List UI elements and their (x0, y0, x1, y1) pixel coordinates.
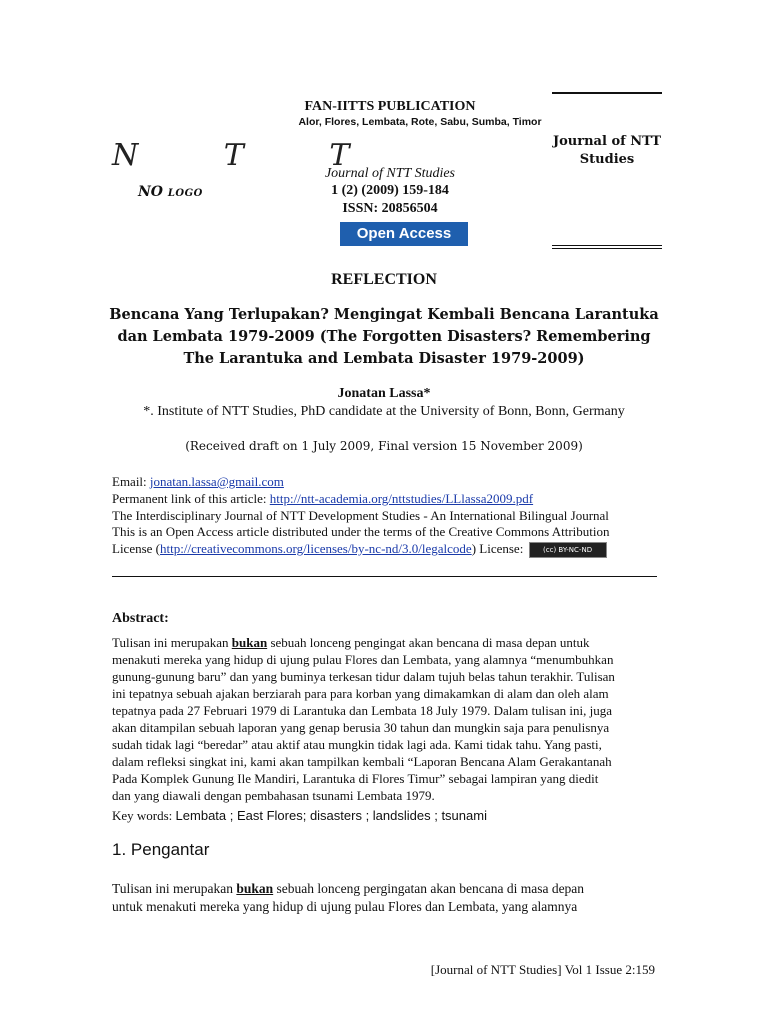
section-divider (112, 576, 657, 577)
journal-box-top-rule (552, 92, 662, 94)
email-line (112, 473, 672, 490)
author-name: Jonatan Lassa* (337, 386, 431, 401)
body-text: sebuah lonceng pergingatan akan bencana di masa depan (273, 881, 585, 896)
section-label: REFLECTION (331, 271, 437, 288)
page-footer: [Journal of NTT Studies] Vol 1 Issue 2:159 (430, 962, 655, 977)
no-logo-prefix: NO (138, 184, 163, 200)
abstract-line: Pada Komplek Gunung Ile Mandiri, Larantuka di Flores Timur” sebagai lampiran yang diedit (112, 771, 599, 786)
email-label: Email: (112, 474, 150, 489)
journal-description: The Interdisciplinary Journal of NTT Development Studies - An International Bilingual Journal (112, 508, 609, 523)
abstract-text: Tulisan ini merupakan (112, 635, 232, 650)
abstract-line (112, 634, 660, 651)
abstract-heading: Abstract: (112, 611, 169, 626)
abstract-line: sudah tidak lagi “beredar” atau aktif atau mungkin tidak lagi ada. Kami tidak tahu. Yang pasti, (112, 737, 602, 752)
body-text: Tulisan ini merupakan (112, 881, 237, 896)
publisher-regions: Alor, Flores, Lembata, Rote, Sabu, Sumba, Timor (298, 116, 542, 128)
cc-license-badge[interactable]: (cc) BY-NC-ND (529, 542, 607, 558)
section-heading: 1. Pengantar (112, 840, 210, 859)
abstract-line: gunung-gunung baru” dan yang buminya terkesan tidur dalam tujuh belas tahun terakhir. Tulisan (112, 669, 615, 684)
license-suffix: ) License: (471, 541, 524, 556)
abstract-body (112, 634, 660, 804)
permalink-line (112, 490, 672, 507)
no-logo-label (138, 184, 203, 200)
email-link[interactable]: jonatan.lassa@gmail.com (149, 474, 284, 489)
journal-issn: ISSN: 20856504 (342, 201, 438, 216)
open-access-badge: Open Access (340, 222, 468, 246)
abstract-emphasis: bukan (231, 635, 268, 650)
abstract-line: menakuti mereka yang hidup di ujung pulau Flores dan Lembata, yang alamnya “menumbuhkan (112, 652, 614, 667)
journal-name: Journal of NTT Studies (324, 166, 456, 181)
publisher-title: FAN-IITTS PUBLICATION (304, 99, 476, 114)
journal-box-title: Journal of NTT Studies (552, 134, 662, 167)
keywords-values: Lembata ; East Flores; disasters ; landslides ; tsunami (175, 808, 487, 823)
ntt-logo: N T T (112, 138, 388, 173)
journal-box-bottom-rule-2 (552, 248, 662, 249)
no-logo-word: LOGO (167, 188, 203, 199)
body-emphasis: bukan (236, 881, 274, 896)
abstract-line: dalam refleksi singkat ini, kami akan tampilkan kembali “Laporan Bencana Alam Gerakantanah (112, 754, 612, 769)
abstract-line: ini tepatnya sebuah ajakan berziarah para para korban yang dimakamkan di alam dan oleh alam (112, 686, 609, 701)
body-line: untuk menakuti mereka yang hidup di ujung pulau Flores dan Lembata, yang alamnya (112, 899, 578, 914)
abstract-text: sebuah lonceng pengingat akan bencana di masa depan untuk (267, 635, 590, 650)
received-dates: (Received draft on 1 July 2009, Final version 15 November 2009) (185, 439, 583, 453)
author-affiliation: *. Institute of NTT Studies, PhD candidate at the University of Bonn, Bonn, Germany (143, 404, 625, 419)
license-link[interactable]: http://creativecommons.org/licenses/by-nc-nd/3.0/legalcode (160, 541, 472, 556)
keywords-label: Key words: (112, 808, 176, 823)
journal-box-bottom-rule (552, 245, 662, 246)
license-line (112, 540, 672, 558)
abstract-line: tepatnya pada 27 Februari 1979 di Larantuka dan Lembata 18 July 1979. Dalam tulisan ini, juga (112, 703, 613, 718)
permalink-label: Permanent link of this article: (112, 491, 270, 506)
journal-volume: 1 (2) (2009) 159-184 (331, 183, 449, 198)
abstract-line: dan yang diawali dengan pembahasan tsunami Lembata 1979. (112, 788, 435, 803)
license-prefix: License ( (112, 541, 161, 556)
section-body (112, 880, 660, 916)
permalink-link[interactable]: http://ntt-academia.org/nttstudies/LLlassa2009.pdf (269, 491, 534, 506)
article-title: Bencana Yang Terlupakan? Mengingat Kembali Bencana Larantuka dan Lembata 1979-2009 (The Forgotten Disasters? Remembering The Larantuka and Lembata Disaster 1979-2009) (109, 306, 659, 367)
open-access-statement: This is an Open Access article distributed under the terms of the Creative Commons Attribution (112, 524, 610, 539)
body-line (112, 880, 660, 898)
keywords-line (112, 808, 487, 824)
abstract-line: akan ditampilan sebuah laporan yang genap berusia 30 tahun dan mungkin saja para penulisnya (112, 720, 610, 735)
